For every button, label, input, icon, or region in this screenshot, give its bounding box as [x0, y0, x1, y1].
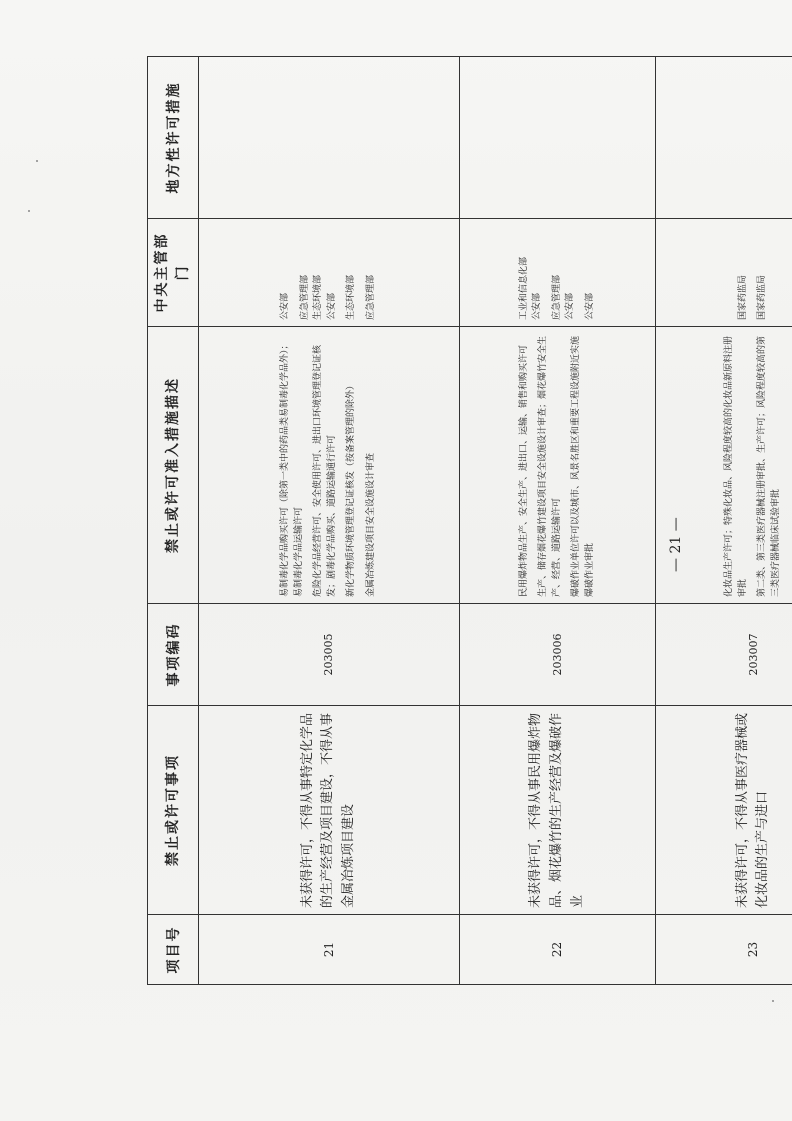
dept-name: 公安部 [565, 292, 576, 320]
row-desc [199, 327, 460, 604]
row-code: 203005 [199, 604, 460, 706]
row-no: 22 [459, 915, 655, 985]
desc-entry: 第二类、第三类医疗器械注册审批、生产许可；风险程度较高的第三类医疗器械临床试验审批 [757, 335, 781, 597]
desc-entry: 生产、储存烟花爆竹建设项目安全设施设计审查；烟花爆竹安全生产、经营、道路运输许可 [538, 335, 562, 597]
row-desc [459, 327, 655, 604]
dept-name: 应急管理部 [299, 274, 310, 320]
dept-entry [518, 225, 545, 320]
row-local [655, 57, 792, 219]
dept-entry: 生态环境部 [346, 274, 357, 320]
row-code: 203007 [655, 604, 792, 706]
page-number [668, 512, 688, 592]
row-item: 未获得许可，不得从事特定化学品的生产经营及项目建设，不得从事金属冶炼项目建设 [199, 706, 460, 915]
row-no: 23 [655, 915, 792, 985]
dept-name: 应急管理部 [551, 274, 562, 320]
header-item: 禁止或许可事项 [148, 706, 199, 915]
header-no: 项目号 [148, 915, 199, 985]
dept-entry: 应急管理部 [365, 274, 376, 320]
row-no: 21 [199, 915, 460, 985]
header-dept: 中央主管部门 [148, 219, 199, 327]
dept-entry: 国家药监局 [737, 274, 748, 320]
desc-entry: 易制毒化学品购买许可（除第一类中的药品类易制毒化学品外）；易制毒化学品运输许可 [280, 340, 304, 597]
row-dept [199, 219, 460, 327]
desc-entry: 危险化学品经营许可、安全使用许可、进出口环境管理登记证核发；剧毒化学品购买、道路运输通行许可 [313, 344, 337, 597]
row-local [459, 57, 655, 219]
header-local: 地方性许可措施 [148, 57, 199, 219]
desc-entry: 金属冶炼建设项目安全设施设计审查 [365, 452, 376, 597]
row-code: 203006 [459, 604, 655, 706]
row-item: 未获得许可，不得从事民用爆炸物品、烟花爆竹的生产经营及爆破作业 [459, 706, 655, 915]
table-row [459, 57, 655, 985]
desc-entry: 民用爆炸物品生产、安全生产、进出口、运输、销售和购买许可 [518, 344, 529, 597]
dept-name: 公安部 [532, 292, 543, 320]
dept-entry: 国家药监局 [757, 274, 768, 320]
scan-speck [772, 1000, 774, 1002]
scan-speck [28, 210, 30, 212]
dept-name: 工业和信息化部 [518, 256, 529, 320]
desc-entry: 化妆品生产许可；特殊化妆品、风险程度较高的化妆品新原料注册审批 [724, 335, 748, 597]
scan-speck [36, 160, 38, 162]
row-dept [655, 219, 792, 327]
page-number-text: — 21 — [668, 517, 684, 572]
rotated-table-wrapper [147, 81, 792, 985]
row-dept [459, 219, 655, 327]
dept-entry [299, 225, 340, 320]
dept-entry [551, 225, 578, 320]
desc-entry: 爆破作业单位许可以及城市、风景名胜区和重要工程设施附近实施爆破作业审批 [571, 335, 595, 597]
row-item: 未获得许可，不得从事医疗器械或化妆品的生产与进口 [655, 706, 792, 915]
row-local [199, 57, 460, 219]
permit-table [147, 56, 792, 985]
table-row [199, 57, 460, 985]
dept-entry: 公安部 [584, 292, 595, 320]
desc-entry: 新化学物质环境管理登记证核发（按备案管理的除外） [346, 380, 357, 597]
header-code: 事项编码 [148, 604, 199, 706]
dept-entry: 公安部 [280, 292, 291, 320]
table-header-row [148, 57, 199, 985]
dept-name: 公安部 [326, 292, 337, 320]
header-desc: 禁止或许可准入措施描述 [148, 327, 199, 604]
dept-name: 生态环境部 [313, 274, 324, 320]
